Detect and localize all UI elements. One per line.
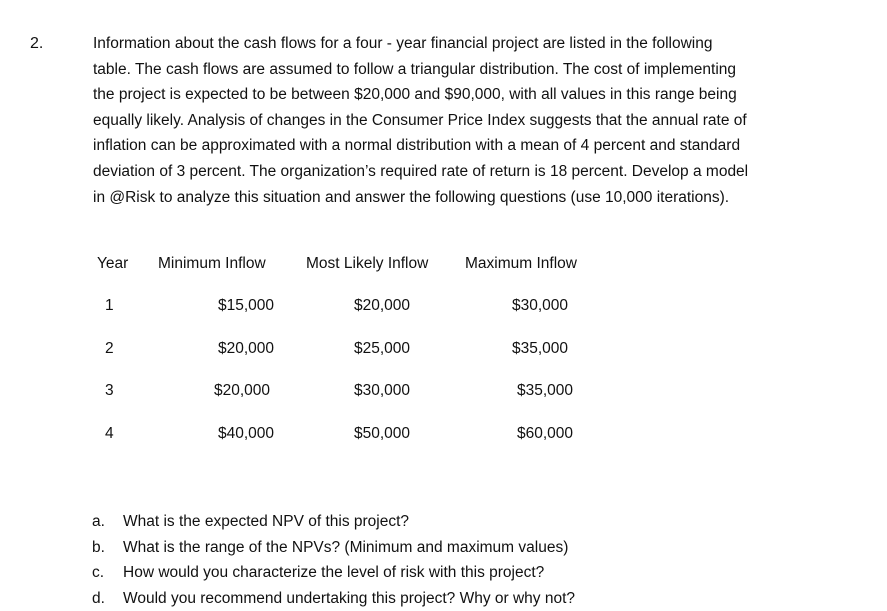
table-cell-likely: $20,000 [354,297,411,314]
part-label: c. [92,564,105,582]
table-cell-year: 4 [105,425,114,442]
table-cell-year: 1 [105,297,114,314]
intro-line: inflation can be approximated with a normal distribution with a mean of 4 percent and standard [93,137,741,155]
table-cell-min: $15,000 [218,297,275,314]
intro-line: deviation of 3 percent. The organization’s required rate of return is 18 percent. Develop a model [93,162,749,180]
question-intro [93,31,813,210]
intro-line: Information about the cash flows for a four - year financial project are listed in the following [93,35,713,52]
header-year: Year [97,255,129,272]
table-cell-min: $20,000 [214,382,271,399]
header-minimum-inflow: Minimum Inflow [158,255,266,272]
table-cell-likely: $25,000 [354,340,411,357]
header-most-likely-inflow: Most Likely Inflow [306,255,429,272]
table-cell-min: $40,000 [218,425,275,442]
table-cell-min: $20,000 [218,340,275,357]
part-text: What is the expected NPV of this project? [123,513,410,530]
intro-line: equally likely. Analysis of changes in the Consumer Price Index suggests that the annual rate of [93,111,747,129]
part-label: b. [92,538,105,556]
table-cell-max: $60,000 [517,425,574,442]
part-text: How would you characterize the level of risk with this project? [123,564,545,582]
part-label: a. [92,513,105,530]
table-cell-likely: $30,000 [354,382,411,399]
table-cell-year: 3 [105,382,114,399]
table-cell-likely: $50,000 [354,425,411,442]
table-cell-max: $35,000 [517,382,574,399]
intro-line: table. The cash flows are assumed to follow a triangular distribution. The cost of implementing [93,60,737,78]
intro-line: in @Risk to analyze this situation and answer the following questions (use 10,000 iterations). [93,188,730,206]
part-label: d. [92,589,105,607]
table-cell-max: $30,000 [512,297,569,314]
table-cell-max: $35,000 [512,340,569,357]
header-maximum-inflow: Maximum Inflow [465,255,577,272]
question-number: 2. [30,35,44,52]
part-text: Would you recommend undertaking this project? Why or why not? [123,589,576,607]
part-text: What is the range of the NPVs? (Minimum and maximum values) [123,538,569,556]
intro-line: the project is expected to be between $20,000 and $90,000, with all values in this range being [93,86,737,104]
table-cell-year: 2 [105,340,114,357]
